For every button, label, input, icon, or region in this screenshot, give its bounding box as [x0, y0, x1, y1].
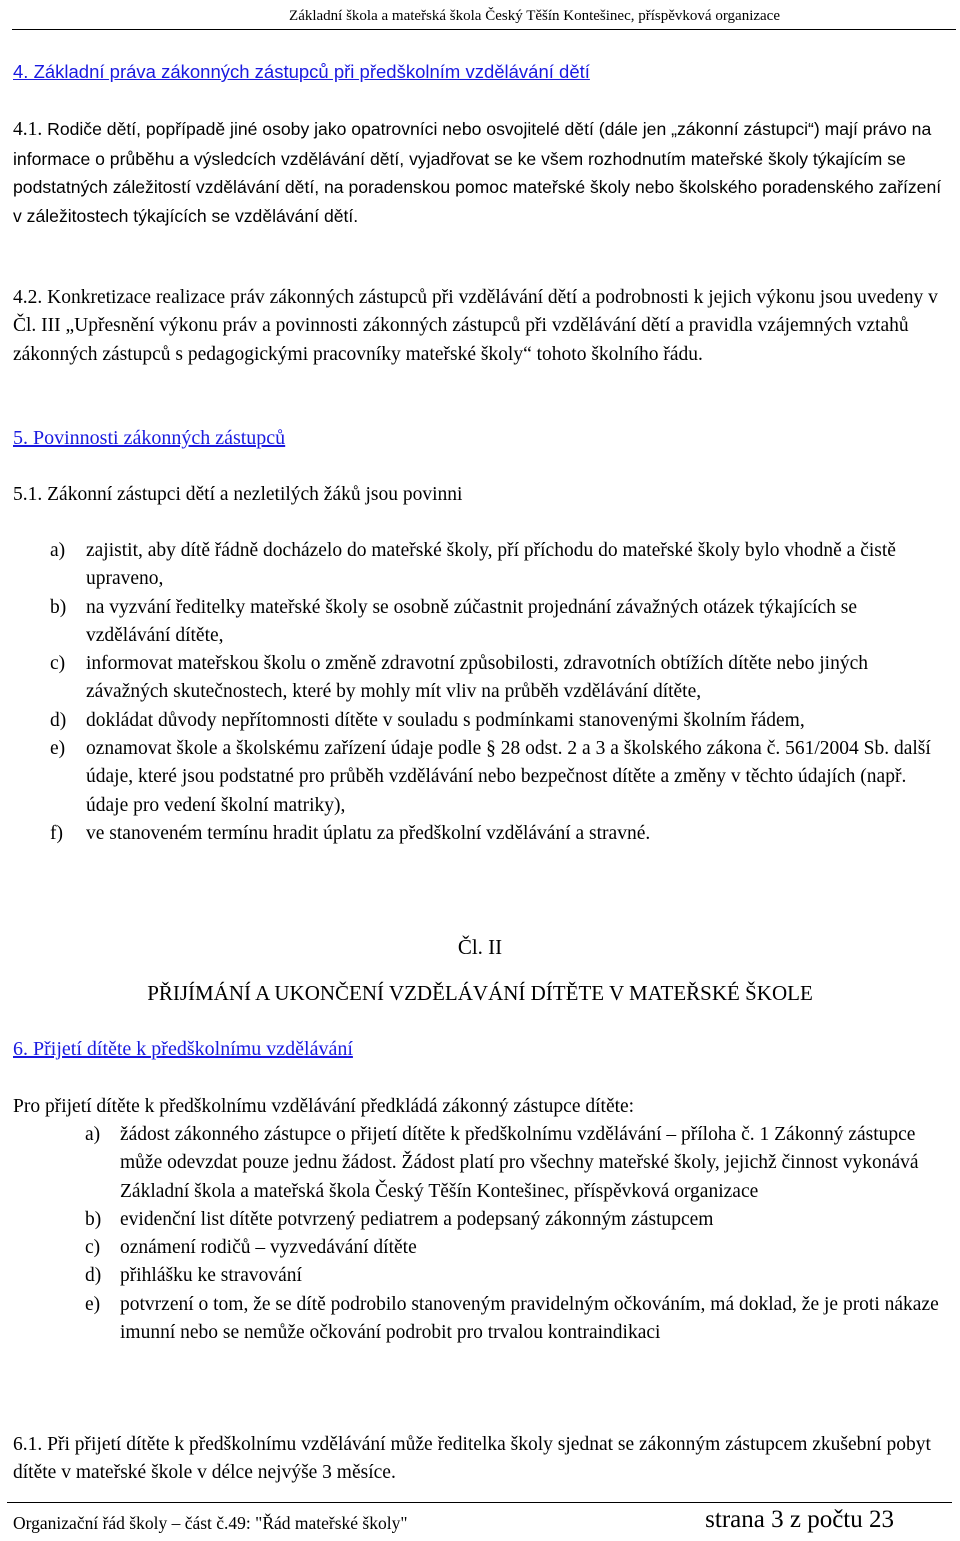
list-item	[13, 537, 943, 594]
list-item-text: žádost zákonného zástupce o přijetí dítěte k předškolnímu vzdělávání – příloha č. 1 Zákonný zástupce může odevzdat pouze jednu žádost. Žádost platí pro všechny mateřské školy, jejichž činnost vykonává Základní škola a mateřská škola Český Těšín Kontešinec, příspěvková organizace	[120, 1124, 919, 1202]
list-item	[13, 1291, 943, 1348]
list-marker: e)	[85, 1293, 101, 1315]
article-number: Čl. II	[457, 935, 503, 959]
paragraph-5-1: 5.1. Zákonní zástupci dětí a nezletilých žáků jsou povinni	[13, 484, 463, 505]
paragraph-4-1-text: Rodiče dětí, popřípadě jiné osoby jako opatrovníci nebo osvojitelé dětí (dále jen „zákonní zástupci“) mají právo na informace o průběhu a výsledcích vzdělávání dětí, vyjadřovat se ke všem rozhodnutím mateřské školy týkajícím se podstatných záležitostí vzdělávání dětí, na poradenskou pomoc mateřské školy nebo školského poradenského zařízení v záležitostech týkajících se vzdělávání dětí.	[13, 119, 942, 226]
paragraph-4-1-number: 4.1.	[13, 119, 48, 140]
paragraph-4-2: 4.2. Konkretizace realizace práv zákonných zástupců při vzdělávání dětí a podrobnosti k jejich výkonu jsou uvedeny v Čl. III „Upřesnění výkonu práv a povinnosti zákonných zástupců při vzdělávání dětí a pravidla vzájemných vztahů zákonných zástupců s pedagogickými pracovníky mateřské školy“ tohoto školního řádu.	[13, 287, 938, 365]
list-marker: c)	[85, 1237, 101, 1259]
list-item	[13, 1234, 943, 1262]
list-item-text: dokládat důvody nepřítomnosti dítěte v souladu s podmínkami stanovenými školním řádem,	[86, 709, 805, 731]
list-marker: d)	[85, 1265, 102, 1287]
list-marker: d)	[50, 709, 67, 731]
list-marker: b)	[85, 1208, 102, 1230]
section-5-heading: 5. Povinnosti zákonných zástupců	[13, 427, 286, 449]
list-item-text: zajistit, aby dítě řádně docházelo do mateřské školy, pří příchodu do mateřské školy bylo vhodně a čistě upraveno,	[86, 540, 896, 590]
list-item	[13, 820, 943, 848]
paragraph-6-1: 6.1. Při přijetí dítěte k předškolnímu vzdělávání může ředitelka školy sjednat se zákonným zástupcem zkušební pobyt dítěte v mateřské škole v délce nejvýše 3 měsíce.	[13, 1434, 931, 1484]
section-4-heading: 4. Základní práva zákonných zástupců při předškolním vzdělávání dětí	[13, 61, 590, 82]
list-item-text: evidenční list dítěte potvrzený pediatrem a podepsaný zákonným zástupcem	[120, 1208, 714, 1230]
list-item-text: ve stanoveném termínu hradit úplatu za předškolní vzdělávání a stravné.	[86, 822, 651, 844]
page-footer	[7, 1502, 952, 1535]
list-item	[13, 1121, 943, 1206]
list-marker: a)	[50, 540, 66, 561]
list-item-text: na vyzvání ředitelky mateřské školy se osobně zúčastnit projednání závažných otázek týkajících se vzdělávání dítěte,	[86, 596, 858, 646]
list-item	[13, 650, 943, 707]
footer-document-title: Organizační řád školy – část č.49: "Řád mateřské školy"	[13, 1513, 408, 1533]
list-marker: a)	[85, 1124, 101, 1145]
list-item	[13, 1262, 943, 1290]
list-item-text: oznamovat škole a školskému zařízení údaje podle § 28 odst. 2 a 3 a školského zákona č. 561/2004 Sb. další údaje, které jsou podstatné pro průběh vzdělávání nebo bezpečnost dítěte a změny v těchto údajích (např. údaje pro vedení školní matriky),	[86, 738, 931, 816]
list-item	[13, 1206, 943, 1234]
paragraph-4-1	[13, 115, 943, 230]
list-item-text: potvrzení o tom, že se dítě podrobilo stanoveným pravidelným očkováním, má doklad, že je proti nákaze imunní nebo se nemůže očkování podrobit pro trvalou kontraindikaci	[120, 1293, 939, 1344]
list-item	[13, 707, 943, 735]
article-title: PŘIJÍMÁNÍ A UKONČENÍ VZDĚLÁVÁNÍ DÍTĚTE V MATEŘSKÉ ŠKOLE	[147, 981, 813, 1005]
obligations-list	[13, 537, 943, 848]
list-marker: b)	[50, 596, 67, 618]
paragraph-6-intro: Pro přijetí dítěte k předškolnímu vzdělávání předkládá zákonný zástupce dítěte:	[13, 1096, 635, 1117]
list-marker: f)	[50, 822, 63, 844]
list-marker: c)	[50, 653, 66, 675]
list-item	[13, 594, 943, 651]
footer-page-number: strana 3 z počtu 23	[705, 1506, 894, 1533]
list-marker: e)	[50, 738, 66, 760]
page-header: Základní škola a mateřská škola Český Těšín Kontešinec, příspěvková organizace	[12, 6, 956, 30]
admission-documents-list	[13, 1121, 943, 1347]
list-item-text: přihlášku ke stravování	[120, 1265, 302, 1287]
list-item-text: oznámení rodičů – vyzvedávání dítěte	[120, 1237, 417, 1259]
section-6-heading: 6. Přijetí dítěte k předškolnímu vzdělávání	[13, 1038, 353, 1060]
list-item	[13, 735, 943, 820]
list-item-text: informovat mateřskou školu o změně zdravotní způsobilosti, zdravotních obtížích dítěte nebo jiných závažných skutečnostech, které by mohly mít vliv na průběh vzdělávání dítěte,	[86, 653, 868, 703]
